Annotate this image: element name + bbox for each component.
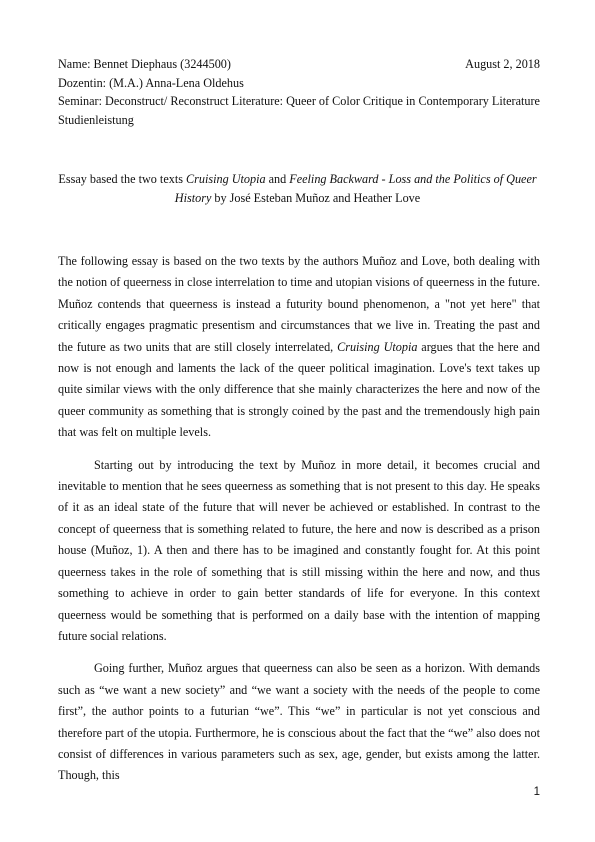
essay-body	[58, 251, 540, 798]
assignment-type: Studienleistung	[58, 112, 134, 127]
paragraph-1	[58, 251, 540, 444]
paragraph-1-part-a: The following essay is based on the two texts by the authors Muñoz and Love, both dealing with the notion of queerness in close interrelation to time and utopian visions of queerness in the future. Muñoz contends that queerness is instead a futurity bound phenomenon, a "not yet here" that critically engages pragmatic presentism and circumstances that we live in. Treating the past and the future as two units that are still closely interrelated,	[58, 254, 540, 354]
title-connector: and	[265, 172, 290, 186]
lecturer-line: Dozentin: (M.A.) Anna-Lena Oldehus	[58, 75, 244, 90]
student-name: Name: Bennet Diephaus (3244500)	[58, 57, 231, 71]
title-suffix: by José Esteban Muñoz and Heather Love	[211, 191, 421, 205]
paragraph-3: Going further, Muñoz argues that queerness can also be seen as a horizon. With demands such as “we want a new society” and “we want a society with the needs of the people to come first”, the author points to a futurian “we”. This “we” in particular is not yet conscious and therefore part of the utopia. Furthermore, he is conscious about the fact that the “we” also does not consist of differences in various parameters such as sex, age, gender, but exists among the latter. Though, this	[58, 661, 540, 783]
title-prefix: Essay based the two texts	[58, 172, 186, 186]
paragraph-1-italic: Cruising Utopia	[337, 339, 418, 354]
document-header	[58, 55, 540, 129]
paragraph-2: Starting out by introducing the text by Muñoz in more detail, it becomes crucial and inevitable to mention that he sees queerness as something that is not present to this day. He speaks of it as an ideal state of the future that will never be achieved or established. In contrast to the concept of queerness that is something related to future, the here and now is described as a prison house (Muñoz, 1). A then and there has to be imagined and constantly fought for. At this point queerness takes in the role of something that is still missing within the here and now, and thus something to achieve in order to gain better standards of life for everyone. In this context queerness would be something that is performed on a daily base with the intention of mapping future social relations.	[58, 457, 540, 643]
essay-title	[30, 170, 565, 208]
page-number: 1	[533, 786, 540, 798]
title-work-1: Cruising Utopia	[186, 172, 266, 186]
seminar-line: Seminar: Deconstruct/ Reconstruct Literature: Queer of Color Critique in Contemporary Literature	[58, 94, 540, 109]
document-date: August 2, 2018	[465, 57, 540, 71]
paragraph-1-part-b: argues that the here and now is not enough and laments the lack of the queer political imagination. Love's text takes up quite similar views with the only difference that she mainly characterizes the here and now of the queer community as something that is strongly coined by the past and the tremendously high pain that was felt on multiple levels.	[58, 339, 540, 440]
title-work-2-part-2: History	[174, 191, 212, 205]
header-first-row	[58, 55, 540, 74]
title-work-2-part-1: Feeling Backward - Loss and the Politics of Queer	[289, 172, 537, 186]
